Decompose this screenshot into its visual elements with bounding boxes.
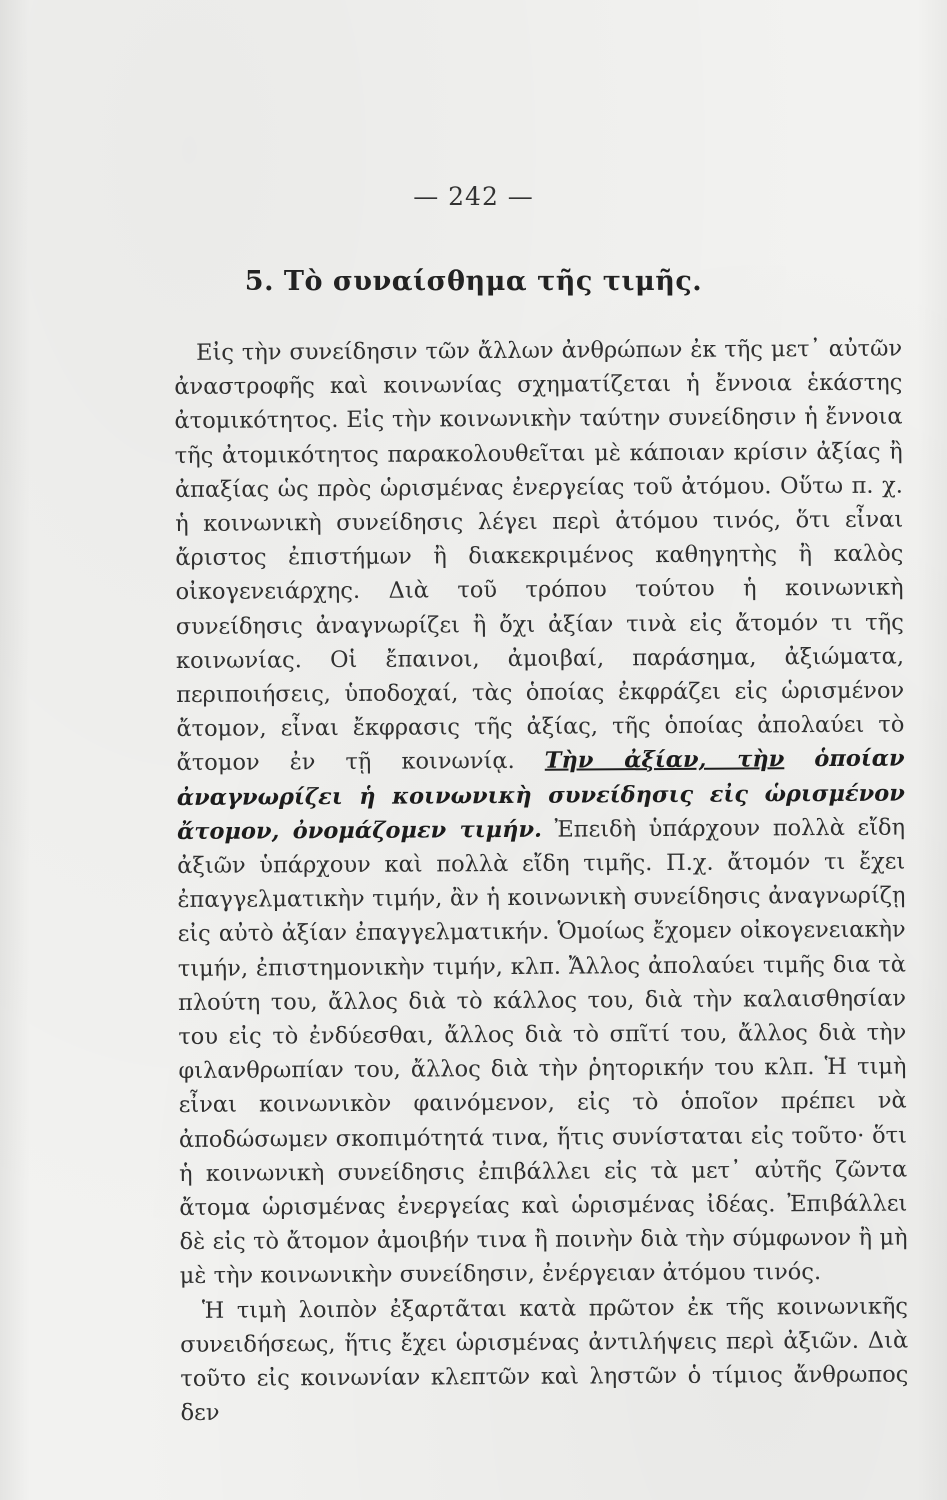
paragraph-2-text: Διὰ τοῦ τρόπου τούτου ἡ κοινωνικὴ συνείδησις ἀναγνωρίζει ἢ ὄχι ἀξίαν τινὰ εἰς ἄτομόν τι τῆς κοινωνίας. Οἱ ἔπαινοι, ἀμοιβαί, παράσημα, ἀξιώματα, περιποιήσεις, ὑποδοχαί, τὰς ὁποίας ἐκφράζει εἰς ὡρισμένον ἄτομον, εἶναι ἔκφρασις τῆς ἀξίας, τῆς ὁποίας ἀπολαύει τὸ ἄτομον ἐν τῇ κοινωνίᾳ. [175, 574, 905, 777]
definition-underlined-text: Τὴν ἀξίαν, τὴν [544, 746, 785, 775]
paragraph-1-text: Εἰς τὴν συνείδησιν τῶν ἄλλων ἀνθρώπων ἐκ τῆς μετ᾽ αὐτῶν ἀναστροφῆς καὶ κοινωνίας σχηματίζεται ἡ ἔννοια ἑκάστης ἀτομικότητος. Εἰς τὴν κοινωνικὴν ταύτην συνείδησιν ἡ ἔννοια τῆς ἀτομικότητος παρακολουθεῖται μὲ κάποιαν κρίσιν ἀξίας ἢ ἀπαξίας ὡς πρὸς ὡρισμένας ἐνεργείας τοῦ ἀτόμου. Οὕτω π. χ. ἡ κοινωνικὴ συνείδησις λέγει περὶ ἀτόμου τινός, ὅτι εἶναι ἄριστος ἐπιστήμων ἢ διακεκριμένος καθηγητὴς ἢ καλὸς οἰκογενειάρχης. [174, 335, 904, 606]
definition-emphasis-text: ὁποίαν ἀναγνωρίζει ἡ κοινωνικὴ συνείδησις εἰς ὡρισμένον ἄτομον, ὀνομάζομεν τιμήν. [176, 745, 905, 845]
section-title: 5. Τὸ συναίσθημα τῆς τιμῆς. [244, 266, 703, 297]
page-number: — 242 — [413, 182, 534, 211]
body-text [174, 332, 909, 1431]
paragraph-2-continuation-text: Ἐπειδὴ ὑπάρχουν πολλὰ εἴδη ἀξιῶν ὑπάρχουν καὶ πολλὰ εἴδη τιμῆς. Π.χ. ἄτομόν τι ἔχει ἐπαγγελματικὴν τιμήν, ἂν ἡ κοινωνικὴ συνείδησις ἀναγνωρίζῃ εἰς αὐτὸ ἀξίαν ἐπαγγελματικήν. Ὁμοίως ἔχομεν οἰκογενειακὴν τιμήν, ἐπιστημονικὴν τιμήν, κλπ. Ἄλλος ἀπολαύει τιμῆς δια τὰ πλούτη του, ἄλλος διὰ τὸ κάλλος του, διὰ τὴν καλαισθησίαν του εἰς τὸ ἐνδύεσθαι, ἄλλος διὰ τὸ σπῖτί του, ἄλλος διὰ τὴν φιλανθρωπίαν του, ἄλλος διὰ τὴν ῥητορικήν του κλπ. Ἡ τιμὴ εἶναι κοινωνικὸν φαινόμενον, εἰς τὸ ὁποῖον πρέπει νὰ ἀποδώσωμεν σκοπιμότητά τινα, ἥτις συνίσταται εἰς τοῦτο· ὅτι ἡ κοινωνικὴ συνείδησις ἐπιβάλλει εἰς τὰ μετ᾽ αὐτῆς ζῶντα ἄτομα ὡρισμένας ἐνεργείας καὶ ὡρισμένας ἰδέας. Ἐπιβάλλει δὲ εἰς τὸ ἄτομον ἀμοιβήν τινα ἢ ποινὴν διὰ τὴν σύμφωνον ἢ μὴ μὲ τὴν κοινωνικὴν συνείδησιν, ἐνέργειαν ἀτόμου τινός. [177, 814, 908, 1290]
paragraph-1 [174, 332, 908, 1294]
page-edge-shadow-left [0, 0, 30, 1500]
paragraph-3 [180, 1289, 909, 1430]
paragraph-3-text: Ἡ τιμὴ λοιπὸν ἐξαρτᾶται κατὰ πρῶτον ἐκ τῆς κοινωνικῆς συνειδήσεως, ἥτις ἔχει ὡρισμένας ἀντιλήψεις περὶ ἀξιῶν. Διὰ τοῦτο εἰς κοινωνίαν κλεπτῶν καὶ ληστῶν ὁ τίμιος ἄνθρωπος δεν [180, 1293, 909, 1427]
page-edge-shadow-right [917, 0, 947, 1500]
